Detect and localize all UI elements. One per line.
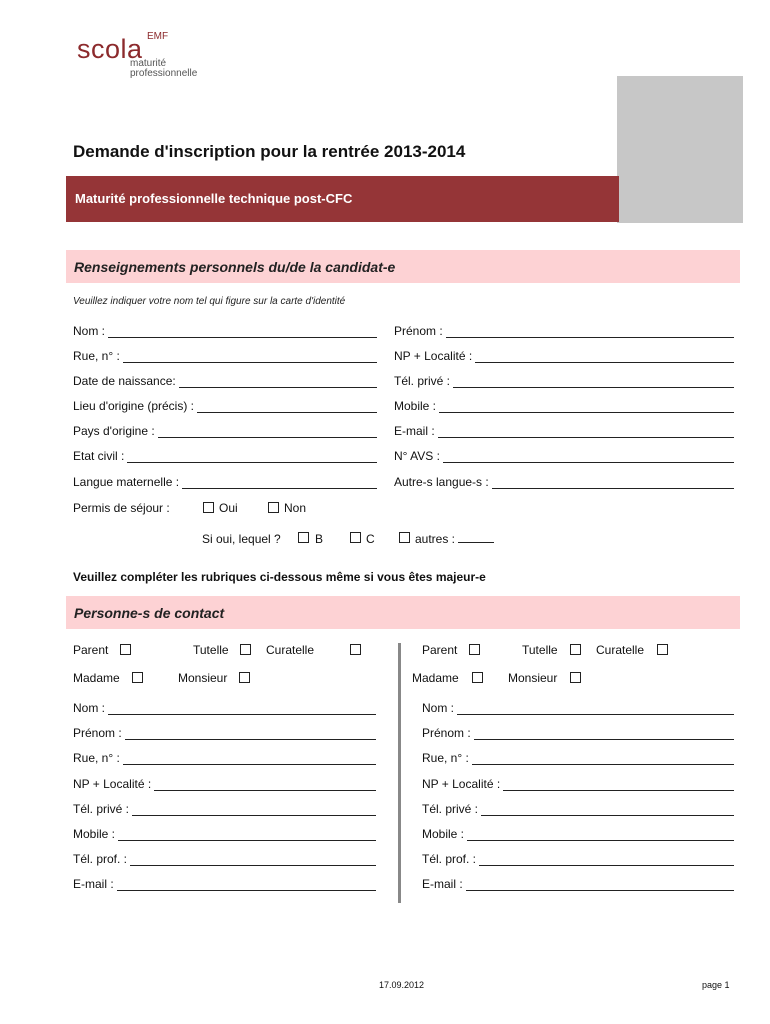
left-monsieur-checkbox[interactable] [239, 672, 250, 683]
left-contact-np-localite[interactable]: NP + Localité : [73, 775, 376, 791]
permis-c-label: C [366, 532, 375, 546]
left-contact-tel-prive[interactable]: Tél. privé : [73, 800, 376, 816]
left-madame-checkbox[interactable] [132, 672, 143, 683]
permis-autres-label: autres : [415, 532, 456, 546]
field-avs[interactable]: N° AVS : [394, 447, 734, 463]
left-madame-label: Madame [73, 671, 120, 685]
right-curatelle-label: Curatelle [596, 643, 645, 657]
logo-scola: scola [77, 34, 143, 64]
right-parent-checkbox[interactable] [469, 644, 480, 655]
left-tutelle-label: Tutelle [193, 643, 229, 657]
right-tutelle-checkbox[interactable] [570, 644, 581, 655]
permis-b-checkbox[interactable] [298, 532, 309, 543]
right-contact-tel-prof[interactable]: Tél. prof. : [422, 850, 734, 866]
logo-subtitle-line2: professionnelle [130, 68, 198, 79]
permis-oui-label: Oui [219, 501, 238, 515]
permis-non-label: Non [284, 501, 307, 515]
left-contact-prenom[interactable]: Prénom : [73, 724, 376, 740]
field-rue[interactable]: Rue, n° : [73, 347, 377, 363]
permis-oui-checkbox[interactable] [203, 502, 214, 513]
field-etat-civil[interactable]: Etat civil : [73, 447, 377, 463]
footer-date: 17.09.2012 [379, 980, 425, 990]
footer-page-number: page 1 [702, 980, 730, 990]
field-email[interactable]: E-mail : [394, 422, 734, 438]
right-tutelle-label: Tutelle [522, 643, 558, 657]
section-personal-title: Renseignements personnels du/de la candidat-e [74, 259, 396, 275]
left-contact-email[interactable]: E-mail : [73, 875, 376, 891]
photo-placeholder [617, 76, 743, 223]
field-pays-origine[interactable]: Pays d'origine : [73, 422, 377, 438]
right-curatelle-checkbox[interactable] [657, 644, 668, 655]
permis-non-checkbox[interactable] [268, 502, 279, 513]
right-monsieur-checkbox[interactable] [570, 672, 581, 683]
page-title: Demande d'inscription pour la rentrée 2013-2014 [73, 142, 466, 161]
field-lieu-origine[interactable]: Lieu d'origine (précis) : [73, 397, 377, 413]
right-parent-label: Parent [422, 643, 458, 657]
right-monsieur-label: Monsieur [508, 671, 558, 685]
right-contact-prenom[interactable]: Prénom : [422, 724, 734, 740]
field-np-localite[interactable]: NP + Localité : [394, 347, 734, 363]
right-contact-email[interactable]: E-mail : [422, 875, 734, 891]
field-prenom[interactable]: Prénom : [394, 322, 734, 338]
programme-label: Maturité professionnelle technique post-CFC [75, 191, 353, 206]
right-contact-nom[interactable]: Nom : [422, 699, 734, 715]
right-contact-tel-prive[interactable]: Tél. privé : [422, 800, 734, 816]
field-date-naissance[interactable]: Date de naissance: [73, 372, 377, 388]
logo-superscript: EMF [147, 31, 169, 42]
si-oui-label: Si oui, lequel ? [202, 532, 281, 546]
permis-autres-checkbox[interactable] [399, 532, 410, 543]
id-card-note: Veuillez indiquer votre nom tel qui figure sur la carte d'identité [73, 296, 346, 307]
permis-autres-field[interactable] [415, 532, 494, 546]
left-parent-label: Parent [73, 643, 109, 657]
permis-c-checkbox[interactable] [350, 532, 361, 543]
left-contact-nom[interactable]: Nom : [73, 699, 376, 715]
right-contact-rue[interactable]: Rue, n° : [422, 749, 734, 765]
logo-subtitle [130, 59, 197, 79]
left-curatelle-checkbox[interactable] [350, 644, 361, 655]
field-tel-prive[interactable]: Tél. privé : [394, 372, 734, 388]
field-mobile[interactable]: Mobile : [394, 397, 734, 413]
left-contact-rue[interactable]: Rue, n° : [73, 749, 376, 765]
left-monsieur-label: Monsieur [178, 671, 228, 685]
right-madame-checkbox[interactable] [472, 672, 483, 683]
logo-subtitle-line1: maturité [130, 58, 167, 69]
left-contact-tel-prof[interactable]: Tél. prof. : [73, 850, 376, 866]
right-contact-np-localite[interactable]: NP + Localité : [422, 775, 734, 791]
instruction-text: Veuillez compléter les rubriques ci-dessous même si vous êtes majeur-e [73, 570, 486, 584]
column-divider [398, 643, 401, 903]
section-contact-title: Personne-s de contact [74, 605, 225, 621]
left-tutelle-checkbox[interactable] [240, 644, 251, 655]
left-curatelle-label: Curatelle [266, 643, 315, 657]
permis-b-label: B [315, 532, 324, 546]
right-contact-mobile[interactable]: Mobile : [422, 825, 734, 841]
field-nom[interactable]: Nom : [73, 322, 377, 338]
field-langue-maternelle[interactable]: Langue maternelle : [73, 473, 377, 489]
left-contact-mobile[interactable]: Mobile : [73, 825, 376, 841]
right-madame-label: Madame [412, 671, 459, 685]
left-parent-checkbox[interactable] [120, 644, 131, 655]
permis-label: Permis de séjour : [73, 501, 170, 515]
field-autres-langues[interactable]: Autre-s langue-s : [394, 473, 734, 489]
